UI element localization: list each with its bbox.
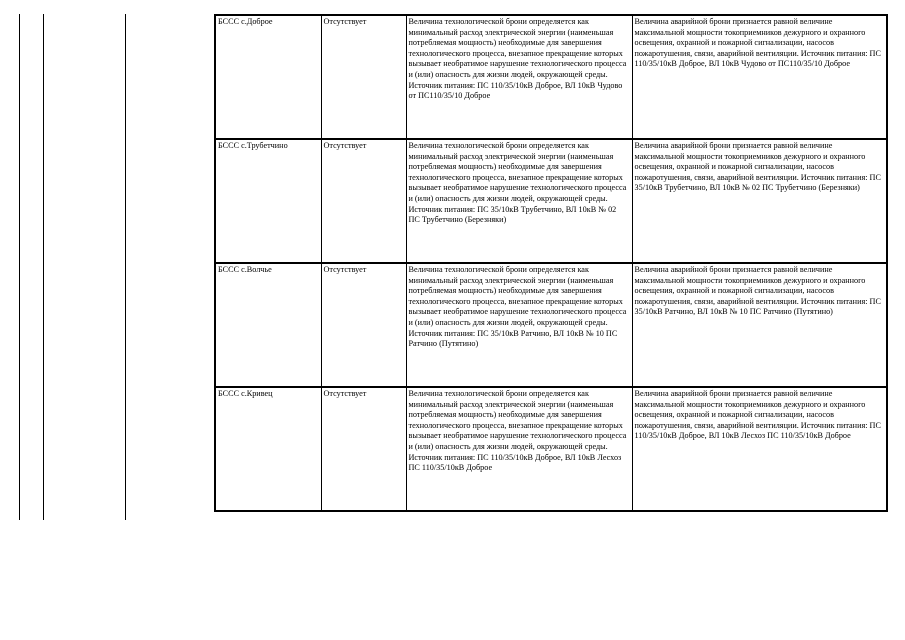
object-cell: БССС с.Трубетчино xyxy=(215,139,321,263)
tech-text-cell: Величина технологической брони определяется как минимальный расход электрической энергии (наименьшая потребляемая мощность) необходимые для завершения технологического процесса, внезапное прекращение которых вызывает необратимое нарушение технологического процесса и (или) опасность для жизни людей, окружающей среды. Источник питания: ПС 35/10кВ Ратчино, ВЛ 10кВ № 10 ПС Ратчино (Путятино) xyxy=(406,263,632,387)
tech-text-cell: Величина технологической брони определяется как минимальный расход электрической энергии (наименьшая потребляемая мощность) необходимые для завершения технологического процесса, внезапное прекращение которых вызывает необратимое нарушение технологического процесса и (или) опасность для жизни людей, окружающей среды. Источник питания: ПС 35/10кВ Трубетчино, ВЛ 10кВ № 02 ПС Трубетчино (Березняки) xyxy=(406,139,632,263)
emergency-text-cell: Величина аварийной брони признается равной величине максимальной мощности токоприемников дежурного и охранного освещения, охранной и пожарной сигнализации, насосов пожаротушения, связи, аварийной вентиляции. Источник питания: ПС 110/35/10кВ Доброе, ВЛ 10кВ Чудово от ПС110/35/10 Доброе xyxy=(632,15,887,139)
object-cell: БССС с.Кривец xyxy=(215,387,321,511)
tech-text-cell: Величина технологической брони определяется как минимальный расход электрической энергии (наименьшая потребляемая мощность) необходимые для завершения технологического процесса, внезапное прекращение которых вызывает необратимое нарушение технологического процесса и (или) опасность для жизни людей, окружающей среды. Источник питания: ПС 110/35/10кВ Доброе, ВЛ 10кВ Лесхоз ПС 110/35/10кВ Доброе xyxy=(406,387,632,511)
table-row xyxy=(215,139,887,263)
object-cell: БССС с.Доброе xyxy=(215,15,321,139)
left-column-rule-2 xyxy=(43,14,44,520)
left-column-rule-1 xyxy=(19,14,20,520)
left-column-rule-3 xyxy=(125,14,126,520)
tech-text-cell: Величина технологической брони определяется как минимальный расход электрической энергии (наименьшая потребляемая мощность) необходимые для завершения технологического процесса, внезапное прекращение которых вызывает необратимое нарушение технологического процесса и (или) опасность для жизни людей, окружающей среды. Источник питания: ПС 110/35/10кВ Доброе, ВЛ 10кВ Чудово от ПС110/35/10 Доброе xyxy=(406,15,632,139)
emergency-text-cell: Величина аварийной брони признается равной величине максимальной мощности токоприемников дежурного и охранного освещения, охранной и пожарной сигнализации, насосов пожаротушения, связи, аварийной вентиляции. Источник питания: ПС 110/35/10кВ Доброе, ВЛ 10кВ Лесхоз ПС 110/35/10кВ Доброе xyxy=(632,387,887,511)
tech-reserve-cell: Отсутствует xyxy=(321,139,406,263)
emergency-text-cell: Величина аварийной брони признается равной величине максимальной мощности токоприемников дежурного и охранного освещения, охранной и пожарной сигнализации, насосов пожаротушения, связи, аварийной вентиляции. Источник питания: ПС 35/10кВ Трубетчино, ВЛ 10кВ № 02 ПС Трубетчино (Березняки) xyxy=(632,139,887,263)
emergency-text-cell: Величина аварийной брони признается равной величине максимальной мощности токоприемников дежурного и охранного освещения, охранной и пожарной сигнализации, насосов пожаротушения, связи, аварийной вентиляции. Источник питания: ПС 35/10кВ Ратчино, ВЛ 10кВ № 10 ПС Ратчино (Путятино) xyxy=(632,263,887,387)
reserve-table xyxy=(214,14,888,512)
tech-reserve-cell: Отсутствует xyxy=(321,263,406,387)
table-row xyxy=(215,387,887,511)
tech-reserve-cell: Отсутствует xyxy=(321,387,406,511)
tech-reserve-cell: Отсутствует xyxy=(321,15,406,139)
object-cell: БССС с.Волчье xyxy=(215,263,321,387)
table-row xyxy=(215,15,887,139)
table-row xyxy=(215,263,887,387)
